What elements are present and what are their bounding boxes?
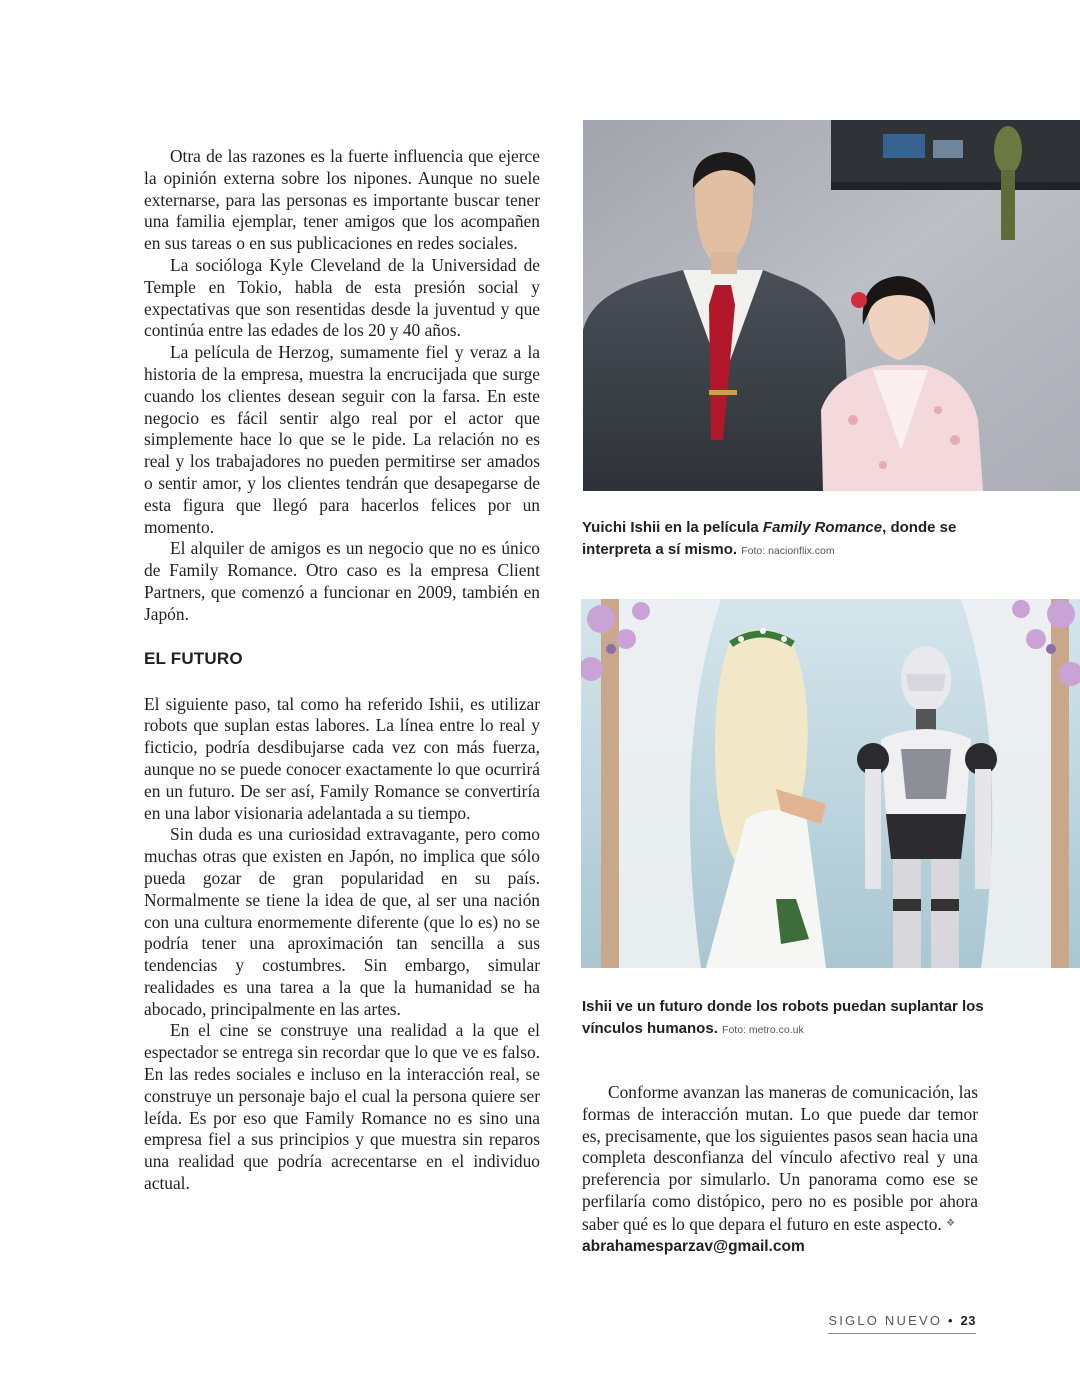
photo-credit: Foto: nacionflix.com [741,545,835,557]
body-paragraph: Sin duda es una curiosidad extravagante, pero como muchas otras que existen en Japón, no implica que sólo pueda gozar de gran popularidad en su país. Normalmente se tiene la idea de que, al ser una nación con una cultura enormemente diferente (que lo es) no se podría tener una aproximación tan sencilla a sus tendencias y costumbres. Sin embargo, simular realidades es una tarea a la que la humanidad se ha abocado, principalmente en las artes. [144,824,540,1019]
photo-credit: Foto: metro.co.uk [722,1024,804,1036]
end-ornament: ❖ [946,1217,956,1229]
page-number: 23 [960,1313,976,1328]
right-column [582,1082,978,1258]
body-paragraph: La socióloga Kyle Cleveland de la Universidad de Temple en Tokio, habla de esta presión social y expectativas que son resentidas desde la juventud y que continúa entre las edades de los 20 y 40 años. [144,254,540,341]
body-paragraph: La película de Herzog, sumamente fiel y veraz a la historia de la empresa, muestra la encrucijada que surge cuando los clientes desean seguir con la farsa. En este negocio es fácil sentir algo real por el actor que simplemente hace lo que se le pide. La relación no es real y los trabajadores no pueden permitirse ser amados o sentir amor, y los clientes tendrán que desapegarse de esta figura que llegó para hacerlos felices por un momento. [144,342,540,537]
illustration-bride-robot [581,599,1080,968]
caption-text: Ishii ve un futuro donde los robots puedan suplantar los vínculos humanos. [582,998,984,1037]
left-column [144,146,540,1195]
photo-caption [582,517,1012,562]
author-email[interactable]: abrahamesparzav@gmail.com [582,1237,805,1255]
footer-separator: • [947,1313,955,1328]
photo-caption [582,996,1012,1041]
closing-paragraph-text: Conforme avanzan las maneras de comunicación, las formas de interacción mutan. Lo que puede dar temor es, precisamente, que los siguientes pasos sean hacia una completa desconfianza del vínculo afectivo real y una preferencia por simularlo. Un panorama como ese se perfilaría como distópico, pero no es posible por ahora saber qué es lo que depara el futuro en este aspecto. [582,1082,978,1234]
body-paragraph [582,1082,978,1236]
caption-text: , donde se interpreta a sí mismo. [582,519,957,558]
magazine-name: SIGLO NUEVO [828,1313,943,1328]
body-paragraph: El siguiente paso, tal como ha referido Ishii, es utilizar robots que suplan estas labores. La línea entre lo real y ficticio, podría desdibujarse cada vez con más fuerza, aunque no se puede conocer exactamente lo que ocurrirá en un futuro. De ser así, Family Romance se convertiría en una labor visionaria adelantada a su tiempo. [144,693,540,823]
body-paragraph: Otra de las razones es la fuerte influencia que ejerce la opinión externa sobre los nipones. Aunque no suele externarse, para las personas es importante buscar tener una familia ejemplar, tener amigos que los acompañen en sus tareas o en sus publicaciones en redes sociales. [144,146,540,254]
body-paragraph: El alquiler de amigos es un negocio que no es único de Family Romance. Otro caso es la empresa Client Partners, que comenzó a funcionar en 2009, también en Japón. [144,538,540,624]
photo-family-romance-illustration [583,120,1080,491]
photo-family-romance [583,120,1080,491]
caption-film-title: Family Romance [762,519,883,536]
caption-text: Yuichi Ishii en la película [582,519,763,536]
section-heading: EL FUTURO [144,648,243,668]
page-footer [828,1313,976,1334]
body-paragraph: En el cine se construye una realidad a la que el espectador se entrega sin recordar que lo que ve es falso. En las redes sociales e incluso en la interacción real, se construye un personaje bajo el cual la persona quiere ser leída. Es por eso que Family Romance no es sino una empresa fiel a sus principios y que muestra sin reparos una realidad que podría acrecentarse en el individuo actual. [144,1020,540,1194]
illustration-bride-robot-drawing [581,599,1080,968]
